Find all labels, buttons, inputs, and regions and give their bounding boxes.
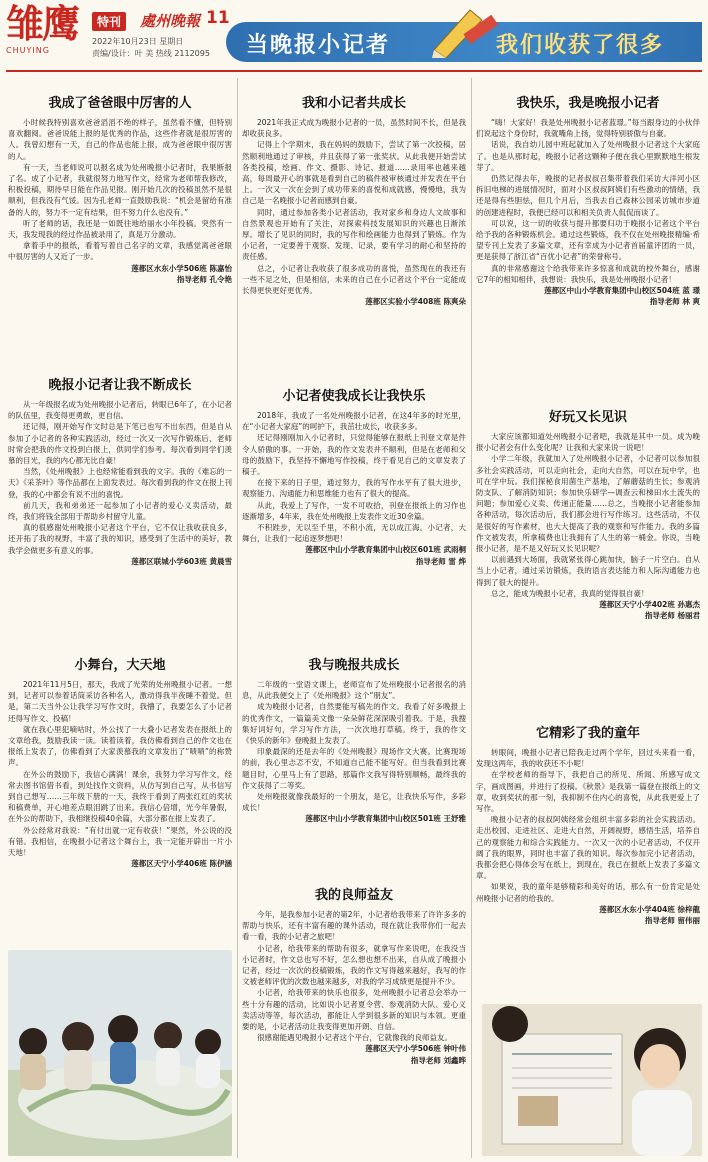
article-paragraph: 从此，我爱上了写作，一发不可收拾，刊登在报纸上的习作也逐渐增多，4年来，我在处州晚报上发表作文近30余篇。: [242, 500, 466, 521]
article-paragraph: 在学校老师的指导下，我把自己的所见、所闻、所感写成文字，画成图画，并进行了投稿。《秋景》是我第一篇登在报纸上的文章，收到奖状的那一刻，我抑制不住内心的喜悦，从此我更爱上了写作。: [476, 770, 700, 814]
article: [476, 722, 700, 926]
article-title: 我成了爸爸眼中厉害的人: [48, 96, 192, 111]
article-teacher: 指导老师 林 爽: [649, 297, 700, 307]
article-paragraph: 仍然记得去年，晚报的记者叔叔召集带着我们采访大洋河小区拆旧电梯的进展情况时，面对小区叔叔阿姨们有些激动的情绪，我还是得有些胆怯，但几个月后，当我去自己森林公园采访城市步道的创建进程时，我便已经可以和相关负责人侃侃而谈了。: [476, 174, 700, 217]
page-number: 11: [206, 8, 230, 28]
article-paragraph: 拿着手中的报纸，看着写着自己名字的文章，我感觉离爸爸眼中很厉害的人又近了一步。: [8, 241, 232, 262]
article-paragraph: 转眼间，晚报小记者已陪我走过两个学年，回过头来看一看，发现这两年，我的收获还不小呢！: [476, 748, 700, 769]
article-teacher: 指导老师 杨丽君: [644, 611, 700, 621]
article-title: 我和小记者共成长: [301, 96, 406, 111]
section-logo: 雏鹰: [6, 1, 79, 46]
article-paragraph: 真的非常感谢这个给我带来许多惊喜和成就的校外舞台，感谢它7年的相知相伴，我想说：我快乐，我是处州晚报小记者！: [476, 263, 700, 284]
article: [476, 406, 700, 621]
column-divider: [471, 78, 472, 1158]
article-paragraph: 从一年级报名成为处州晚报小记者后，转眼已6年了，在小记者的队伍里，我变得更勇敢，更自信。: [8, 400, 232, 421]
article: [8, 374, 232, 567]
article-author: 莲都区联城小学603班 黄晨雪: [131, 556, 232, 566]
article-paragraph: 二年级的一堂语文课上，老师宣布了处州晚报小记者报名的消息，从此我便交上了《处州晚报》这个“朋友”。: [242, 680, 466, 701]
article-paragraph: 晚报小记者的叔叔阿姨经常会组织丰富多彩的社会实践活动。走出校园、走进社区、走进大自然，开阔视野，感悟生活，培养自己的观察能力和综合实践能力。一次又一次的小记者活动，不仅开阔了我的眼界，同时也丰富了我的知识。每次参加完小记者活动，我都会把心得体会写在纸上，到现在，我已在报纸上发表了多篇文章。: [476, 815, 700, 881]
article-title: 我快乐，我是晚报小记者: [516, 96, 660, 111]
article-paragraph: 记得上个学期末，我在妈妈的鼓励下，尝试了第一次投稿，居然顺利地通过了审核，并且获得了第一张奖状。从此我便开始尝试各类投稿，绘画、作文、摄影、诗记、报道……录用率也越来越高，每周最开心的事就是看到自己的稿件被审核通过并发表在平台上。一次又一次在会到了成功带来的喜悦和成就感，慢慢地，我为自己是一名晚报小记者而感到自豪。: [242, 140, 466, 206]
article-author: 莲都区中山小学教育集团中山校区504班 蓝 璟: [544, 286, 700, 296]
article-paragraph: 如果说，我的童年是够精彩和美好的话，那么有一份肯定是处州晚报小记者的给我的。: [476, 882, 700, 903]
children-reading-newspaper-photo: [482, 1004, 702, 1156]
article-paragraph: 外公经常对我说：“有付出就一定有收获！”果然，外公说的没有错。我相信，在晚报小记者这个舞台上，我一定能开辟出一片小天地！: [8, 825, 232, 858]
article-paragraph: 今年，是我参加小记者的第2年，小记者给我带来了许许多多的帮助与快乐，还有丰富有趣的课外活动，现在就让我带你们一起去看一看，我的小记者之旅吧！: [242, 910, 466, 942]
newspaper-name: 處州晚報: [140, 12, 201, 30]
article-paragraph: 听了老师的话，我还是一如既往地给丽水小年投稿。突然有一天，我发现我的经过作品被录用了，真是万分激动。: [8, 218, 232, 240]
article-paragraph: 2021年我正式成为晚报小记者的一员，虽然时间不长，但是我却收获良多。: [242, 118, 466, 139]
article-paragraph: 以前遇到大场面，我就紧张得心跳加快，脑子一片空白。自从当上小记者，通过采访锻炼，我的语言表达能力和人际沟通能力也得到了很大的提升。: [476, 555, 700, 587]
article-paragraph: 小学二年级，我就加入了处州晚报小记者，小记者可以参加很多社会实践活动，可以走向社会，走向大自然，可以在玩中学，也可在学中玩。我们探秘食用菌生产基地，了解蘑菇的生长；参观消防支队、了解消防知识；参加快乐研学—调查云和梯田水土流失的问题；参加爱心义卖、传递正能量……总之，当晚报小记者能参加各种活动，每次活动后，我们都会进行写作练习。这些活动，不仅是很好的写作素材，也大大提高了我的观察和写作能力。我的多篇作文被发表，所拿稿费也让我拥有了人生的第一桶金。你说，当晚报小记者，是不是又好玩又长见识呢？: [476, 454, 700, 554]
article: [8, 654, 232, 869]
header-rule: [6, 70, 702, 72]
article-paragraph: 小时候我特别喜欢爸爸滔滔不绝的样子，虽然看不懂，但特别喜欢翻阅。爸爸说能上报的是优秀的作品，这些作者就是很厉害的人。我曾幻想有一天，自己的作品也能上报，成为爸爸眼中很厉害的人。: [8, 118, 232, 161]
issue-meta: [92, 36, 210, 60]
article-paragraph: 印象最深的还是去年的《处州晚报》现场作文大赛。比赛现场的前，我心里忐忑不安，不知道自己能不能写好。但当我看到比赛题目时，心里马上有了思路，那篇作文我写得特别顺畅，最终我的作文获得了二等奖。: [242, 747, 466, 790]
article: [242, 884, 466, 1066]
article-author: 莲都区水东小学404班 徐梓龍: [599, 904, 700, 914]
article-paragraph: 总之，小记者让我收获了很多成功的喜悦，虽然现在的我还有一些不足之处，但是相信，未来的自己在小记者这个平台一定能成长得更快更好更优秀。: [242, 263, 466, 296]
article-paragraph: 同时，通过参加各类小记者活动，我对家乡和身边人文故事和自然景观也开始有了关注，对探索科技发展知识的兴趣也日渐浓厚。增长了见识的同时，我的写作和绘画能力也得到了锻炼。作为小记者，一定要善于观察、发现、记录，要有学习的耐心和坚持的责任感。: [242, 207, 466, 262]
article-paragraph: 还记得，刚开始写作文时总是下笔已也写不出东西，但是自从参加了小记者的各种实践活动，经过一次又一次写作锻炼后，老师时常会把我的作文投到白报上，供同学们参考。每次看到同学们羡慕的目光，我的内心都无比自豪！: [8, 422, 232, 466]
article-teacher: 指导老师 雷 烨: [415, 556, 466, 566]
article-paragraph: “嗨！大家好！我是处州晚报小记者蓝璟。”每当跟身边的小伙伴们说起这个身份时，我就嘴角上扬，觉得特别骄傲与自豪。: [476, 118, 700, 139]
article-title: 我的良师益友: [314, 888, 393, 903]
article-paragraph: 小记者，给我带来的快乐也很多，处州晚报小记者总会举办一些十分有趣的活动，比如说小记者夏令营、参观消防大队、爱心义卖活动等等，每次活动，都能让人学到很多新的知识与本领。更重要的是，小记者活动让我变得更加开朗、自信。: [242, 988, 466, 1032]
special-tag: 特刊: [92, 12, 126, 31]
issue-date: 2022年10月23日 星期日: [92, 37, 184, 46]
banner-title-left: 当晚报小记者: [246, 33, 391, 58]
children-sandtable-photo: [8, 950, 232, 1156]
article: [242, 92, 466, 307]
article-paragraph: 处州晚报就像我最好的一个朋友，是它，让我快乐写作，多彩成长！: [242, 792, 466, 813]
article: [242, 654, 466, 825]
article-author: 莲都区天宁小学406班 陈伊涵: [131, 859, 232, 869]
article-paragraph: 可以说，这一切的收获与提升都要归功于晚报小记者这个平台给予我的各种锻炼机会。通过这些锻炼，我不仅在处州晚报精编·希望专刊上发表了多篇文章，还有幸成为小记者首届童评团的一员，更是获得了浙江省“百优小记者”的荣誉称号。: [476, 218, 700, 262]
article-title: 它精彩了我的童年: [535, 726, 640, 741]
article-author: 莲都区实验小学408班 陈爽朵: [365, 297, 466, 307]
article-paragraph: 在接下来的日子里，通过努力，我的写作水平有了很大进步，观察能力、沟通能力和思维能力也有了很大的提高。: [242, 478, 466, 499]
article-author: 莲都区中山小学教育集团中山校区501班 王妤雅: [305, 814, 466, 824]
article-paragraph: 总之，能成为晚报小记者，我真的觉得很自豪！: [491, 588, 649, 598]
article: [476, 92, 700, 307]
article-author: 莲都区天宁小学402班 孙惠杰: [599, 600, 700, 610]
article-paragraph: 还记得刚刚加入小记者时，只觉得能够在报纸上刊登文章是件令人骄傲的事。一开始，我的作文发表并不顺利，但是在老师和父母的鼓励下，我坚持不懈地写作投稿，终于看见自己的文章发表了稿子。: [242, 433, 466, 477]
article-paragraph: 小记者，给我带来的帮助有很多，就拿写作来说吧，在我没当小记者时，作文总也写不好，怎么想也想不出来，自从成了晚报小记者，经过一次次的投稿锻炼，我的作文写得越来越好，我写的作文被老师评优的次数也越来越多，对我的学习成绩更是提升不少。: [242, 943, 466, 987]
article-title: 我与晚报共成长: [308, 658, 400, 673]
pencil-ruler-icon: [430, 6, 500, 58]
article-teacher: 指导老师 刘鑫晔: [410, 1055, 466, 1065]
article: [242, 385, 466, 567]
article-title: 小记者使我成长让我快乐: [282, 389, 426, 404]
article-paragraph: 2018年，我成了一名处州晚报小记者，在这4年多的时光里，在“小记者大家庭”的呵护下，我茁壮成长，收获多多。: [242, 411, 466, 432]
article-author: 莲都区水东小学506班 陈嘉怡: [131, 263, 232, 273]
article-paragraph: 就在我心里犯嘀咕时，外公找了一大叠小记者发表在报纸上的文章给我，鼓励我读一读。读着读着，我仿佛看到自己的作文也在报纸上发表了，仿佛看到了大家羡慕我的文章发出了“啧啧”的称赞声。: [8, 724, 232, 768]
page-header: [0, 0, 708, 66]
article-paragraph: 话说，我自幼儿园中班起就加入了处州晚报小记者这个大家庭了。也是从那时起，晚报小记者这颗种子便在我心里默默地生根发芽了。: [476, 140, 700, 172]
issue-credits: 责编/设计：叶 美 热线 2112095: [92, 49, 210, 58]
article-paragraph: 不积跬步，无以至千里，不积小流，无以成江海。小记者，大舞台，让我们一起追逐梦想吧！: [242, 523, 466, 544]
article-title: 好玩又长见识: [548, 410, 627, 425]
column-divider: [237, 78, 238, 1158]
banner-title-right: 我们收获了很多: [496, 33, 665, 58]
section-logo-sub: CHUYING: [6, 46, 50, 55]
article-paragraph: 大家应该都知道处州晚报小记者吧，我就是其中一员。成为晚报小记者会有什么变化呢？让我和大家来说一说吧！: [476, 432, 700, 453]
article-title: 小舞台，大天地: [74, 658, 166, 673]
article-author: 莲都区天宁小学506班 钟叶伟: [365, 1044, 466, 1054]
article-paragraph: 有一天，当老师说可以报名成为处州晚报小记者时，我果断报了名。成了小记者，我就很努力地写作文，经常为老师帮我修改，积极投稿，期待早日能在作品见报。刚开始几次的投稿虽然不是很顺利，但我没有气馁。因为孔老师一直鼓励我说：“机会是留给有准备的人的，努力不一定有结果，但不努力什么也没有。”: [8, 162, 232, 217]
article: [8, 92, 232, 285]
article-paragraph: 成为晚报小记者，自然要能写稿先的作文。我看了好多晚报上的优秀作文，一篇篇美文像一朵朵鲜花深深吸引着我。于是，我搜集好词好句，学习写作方法，一次次地打草稿。终于，我的作文《快乐的新年》登晚报上发表了。: [242, 702, 466, 746]
article-teacher: 指导老师 留伟丽: [644, 916, 700, 926]
article-paragraph: 2021年11月5日，那天，我成了光荣的处州晚报小记者。一想到，记者可以参着话筒采访各种名人，激动得我半夜睡不着觉。但是，第二天当外公让我学习写作文时，我懵了，我要怎么了小记者还得写作文、投稿！: [8, 680, 232, 723]
article-paragraph: 真的很感谢处州晚报小记者这个平台，它不仅让我收获良多，还开拓了我的视野，丰富了我的知识，感受到了生活中的美好，教我学会做更多有意义的事。: [8, 523, 232, 555]
article-paragraph: 当然，《处州晚报》上也经常能看到我的文字。我的《难忘的一天》《采茶叶》等作品都在上面发表过。每次看到我的作文在报上刊登，我的心中都会有说不出的喜悦。: [8, 467, 232, 499]
article-paragraph: 在外公的鼓励下，我信心满满！课余，我努力学习写作文，经常去图书馆借书看，到处找作文资料，从仿写到自己写，从书信写到自己想写……三年级下册的一天，我终于看到了两张红红的奖状和稿费单，开心地差点眼泪跳了出来。我信心倍增，光今年暑假，在外公的帮助下，我相继投稿40余篇，大部分都在报上发表了。: [8, 769, 232, 824]
article-paragraph: 很感谢能遇见晚报小记者这个平台，它就像我的良师益友。: [257, 1033, 452, 1043]
article-author: 莲都区中山小学教育集团中山校区601班 武雨桐: [305, 545, 466, 555]
article-teacher: 指导老师 孔令艳: [176, 274, 232, 284]
article-paragraph: 前几天，我和弟弟还一起参加了小记者的爱心义卖活动，最终，我们将钱全部用于帮助乡村留守儿童。: [8, 500, 232, 522]
article-title: 晚报小记者让我不断成长: [48, 378, 192, 393]
